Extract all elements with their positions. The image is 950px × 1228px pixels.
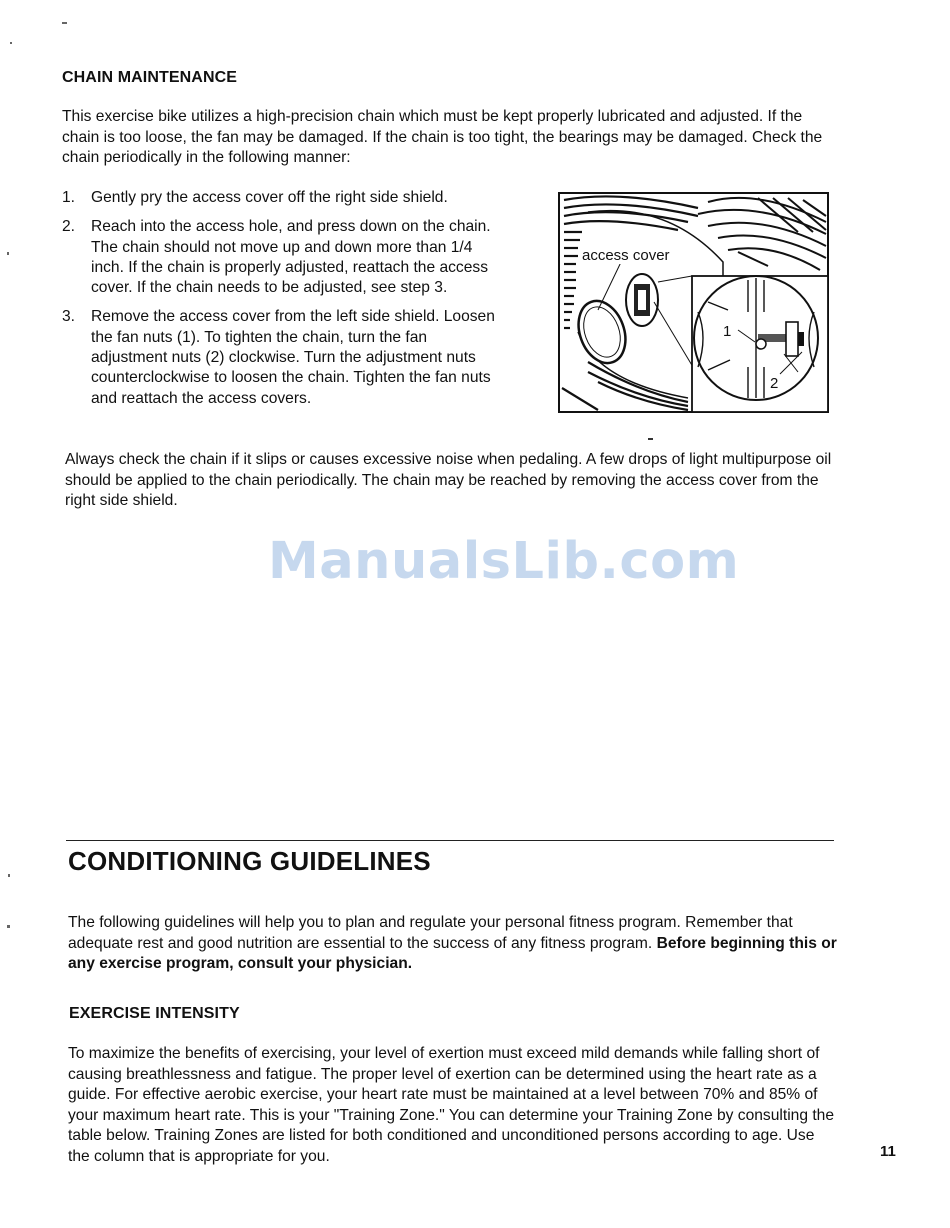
list-item [62,217,502,298]
chain-intro-paragraph: This exercise bike utilizes a high-precision chain which must be kept properly lubricated and adjusted. If the chain is too loose, the fan may be damaged. If the chain is too tight, the bearings may be damaged. Check the chain periodically in the following manner: [62,108,823,166]
intro-text: The following guidelines will help you to plan and regulate your personal fitness program. Remember that adequate rest and good nutrition are essential to the success of any fitness program. [68,914,793,952]
section-heading-chain-maintenance: CHAIN MAINTENANCE [62,69,238,86]
step-text: Gently pry the access cover off the right side shield. [91,189,448,206]
watermark-text: ManualsLib.com [268,532,740,591]
exercise-intensity-paragraph: To maximize the benefits of exercising, your level of exertion must exceed mild demands while falling short of causing breathlessness and fatigue. The proper level of exertion can be determined using the heart rate as a guide. For effective aerobic exercise, your heart rate must be maintained at a level between 70% and 85% of your maximum heart rate. This is your "Training Zone." You can determine your Training Zone by consulting the table below. Training Zones are listed for both conditioned and unconditioned persons according to age. Use the column that is appropriate for you. [68,1045,835,1165]
step-text: Remove the access cover from the left side shield. Loosen the fan nuts (1). To tighten the chain, turn the fan adjustment nuts (2) clockwise. Turn the adjustment nuts counterclockwise to loosen the chain. Tighten the fan nuts and reattach the access covers. [91,308,495,407]
margin-mark [10,42,12,44]
section-heading-exercise-intensity: EXERCISE INTENSITY [69,1005,240,1022]
margin-mark [7,252,9,255]
margin-mark [8,874,10,877]
callout-label-2: 2 [770,375,779,392]
page-number: 11 [880,1143,896,1160]
margin-mark [62,22,67,24]
stray-mark [648,438,653,440]
list-item [62,307,502,408]
chain-closing-paragraph: Always check the chain if it slips or causes excessive noise when pedaling. A few drops of light multipurpose oil should be applied to the chain periodically. The chain may be reached by removing the access cover from the right side shield. [65,451,832,509]
callout-label-access-cover: access cover [582,247,670,264]
conditioning-intro-paragraph [68,913,838,975]
chain-access-illustration [558,192,830,414]
step-text: Reach into the access hole, and press down on the chain. The chain should not move up and down more than 1/4 inch. If the chain is properly adjusted, reattach the access cover. If the chain needs to be adjusted, see step 3. [91,218,491,297]
physician-warning: Before beginning this or any exercise program, consult your physician. [68,934,837,972]
section-divider [66,840,834,841]
page-title-conditioning-guidelines: CONDITIONING GUIDELINES [68,846,431,876]
step-number: 2. [62,218,76,236]
step-number: 3. [62,308,76,326]
callout-label-1: 1 [723,323,732,340]
list-item [62,188,502,208]
chain-steps-list [62,188,502,418]
step-number: 1. [62,189,76,206]
margin-mark [7,925,10,928]
